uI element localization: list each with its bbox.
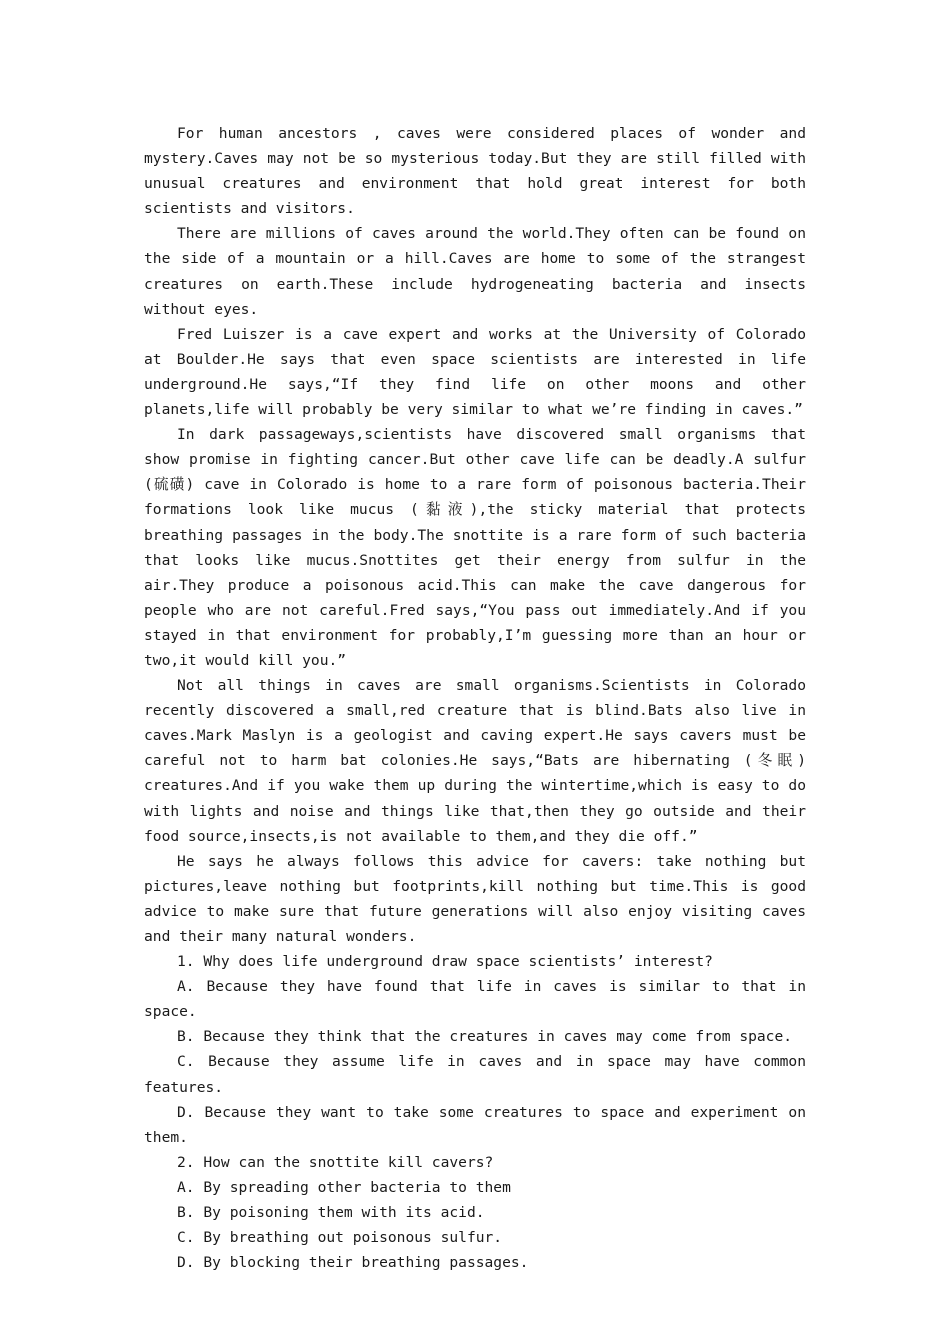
question-2-option-b: B. By poisoning them with its acid.	[177, 1204, 485, 1222]
passage-paragraph-2: There are millions of caves around the world.They often can be found on the side of a mountain or a hill.Caves are home to some of the strangest creatures on earth.These include hydrogeneating bacteria and insects without eyes.	[144, 225, 806, 318]
question-2	[144, 1150, 806, 1275]
reading-passage	[144, 121, 806, 949]
passage-paragraph-3: Fred Luiszer is a cave expert and works at the University of Colorado at Boulder.He says that even space scientists are interested in life underground.He says,“If they find life on other moons and other planets,life will probably be very similar to what we’re finding in caves.”	[144, 325, 806, 419]
question-1-option-d: D. Because they want to take some creatures to space and experiment on them.	[144, 1103, 806, 1146]
question-2-option-a: A. By spreading other bacteria to them	[177, 1178, 511, 1196]
question-2-option-c: C. By breathing out poisonous sulfur.	[177, 1229, 503, 1247]
question-1	[144, 949, 806, 1150]
passage-paragraph-5: Not all things in caves are small organisms.Scientists in Colorado recently discovered a small,red creature that is blind.Bats also live in caves.Mark Maslyn is a geologist and caving expert.He says cavers must be careful not to harm bat colonies.He says,“Bats are hibernating (冬眠) creatures.And if you wake them up during the wintertime,which is easy to do with lights and noise and things like that,then they go outside and their food source,insects,is not available to them,and they die off.”	[144, 677, 806, 845]
question-2-option-d: D. By blocking their breathing passages.	[177, 1254, 529, 1272]
question-1-option-a: A. Because they have found that life in caves is similar to that in space.	[144, 978, 806, 1021]
passage-paragraph-4: In dark passageways,scientists have discovered small organisms that show promise in fighting cancer.But other cave life can be deadly.A sulfur (硫磺) cave in Colorado is home to a rare form of poisonous bacteria.Their formations look like mucus (黏液),the sticky material that protects breathing passages in the body.The snottite is a rare form of such bacteria that looks like mucus.Snottites get their energy from sulfur in the air.They produce a poisonous acid.This can make the cave dangerous for people who are not careful.Fred says,“You pass out immediately.And if you stayed in that environment for probably,I’m guessing more than an hour or two,it would kill you.”	[144, 426, 806, 669]
passage-paragraph-1: For human ancestors , caves were considered places of wonder and mystery.Caves may not be so mysterious today.But they are still filled with unusual creatures and environment that hold great interest for both scientists and visitors.	[144, 125, 806, 218]
question-1-option-c: C. Because they assume life in caves and in space may have common features.	[144, 1053, 806, 1096]
question-1-option-b: B. Because they think that the creatures in caves may come from space.	[177, 1028, 793, 1046]
document-page	[144, 121, 806, 1275]
question-1-stem: 1. Why does life underground draw space scientists’ interest?	[177, 953, 713, 971]
question-2-stem: 2. How can the snottite kill cavers?	[177, 1153, 494, 1171]
passage-paragraph-6: He says he always follows this advice for cavers: take nothing but pictures,leave nothing but footprints,kill nothing but time.This is good advice to make sure that future generations will also enjoy visiting caves and their many natural wonders.	[144, 852, 806, 945]
